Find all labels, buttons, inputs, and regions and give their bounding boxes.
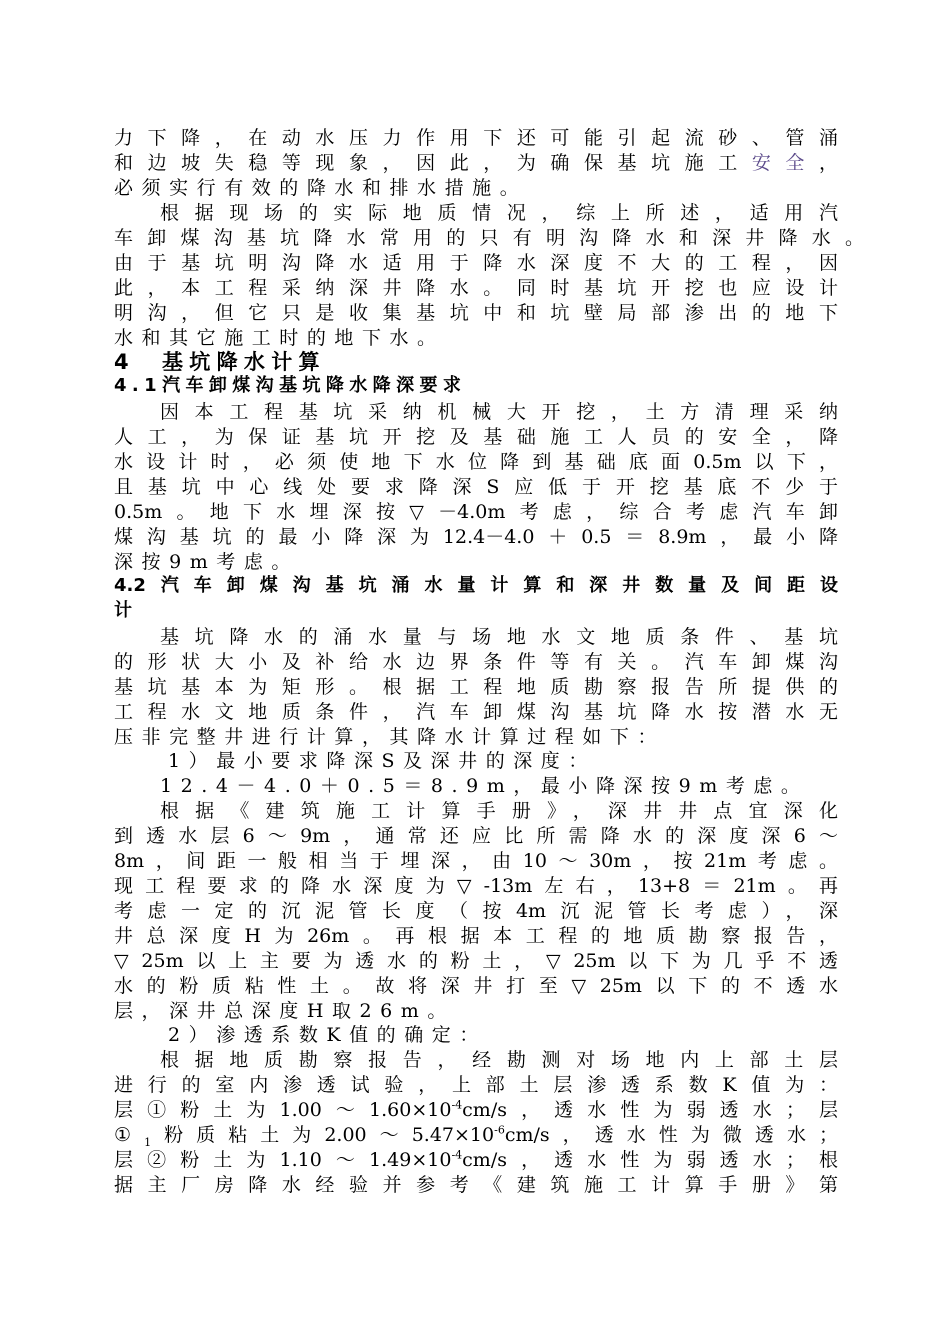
item2-heading: 2）渗透系数K值的确定： — [168, 1024, 487, 1046]
para3-line5: 0.5m。地下水埋深按▽－4.0m考虑，综合考虑汽车卸 — [114, 501, 838, 523]
para2-line6: 水和其它施工时的地下水。 — [114, 327, 445, 349]
para6-line3-a: 层①粉土为1.00～1.60×10 — [114, 1099, 452, 1121]
subsection-heading-4-2-line1: 4.2汽车卸煤沟基坑涌水量计算和深井数量及间距设 — [114, 575, 838, 596]
para3-line7: 深按9m考虑。 — [114, 551, 299, 573]
para1-line2-text: 和边坡失稳等现象，因此，为确保基坑施工 — [114, 152, 752, 174]
para6-line4-b: 粉质粘土为2.00～5.47×10 — [151, 1124, 495, 1146]
para6-line1: 根据地质勘察报告，经勘测对场地内上部土层 — [160, 1049, 838, 1071]
para4-line1: 基坑降水的涌水量与场地水文地质条件、基坑 — [160, 626, 838, 648]
para4-line5: 压非完整井进行计算，其降水计算过程如下： — [114, 726, 666, 748]
para1-line3: 必须实行有效的降水和排水措施。 — [114, 177, 528, 199]
para5-line6: 井总深度H为26m。再根据本工程的地质勘察报告， — [114, 925, 838, 947]
para6-line4 — [114, 1123, 838, 1147]
para1-line2-comma: ， — [818, 152, 838, 174]
section-heading-4 — [114, 349, 326, 375]
para6-line4-exponent: -6 — [494, 1123, 505, 1137]
item1-heading: 1）最小要求降深S及深井的深度： — [168, 750, 596, 772]
para1-line1: 力下降，在动水压力作用下还可能引起流砂、管涌 — [114, 127, 838, 149]
para2-line2: 车卸煤沟基坑降水常用的只有明沟降水和深井降水。 — [114, 227, 864, 249]
para5-line5: 考虑一定的沉泥管长度（按4m沉泥管长考虑），深 — [114, 900, 838, 922]
para6-line3 — [114, 1098, 838, 1122]
para3-line3: 水设计时，必须使地下水位降到基础底面0.5m以下， — [114, 451, 838, 473]
para4-line2: 的形状大小及补给水边界条件等有关。汽车卸煤沟 — [114, 651, 838, 673]
para4-line4: 工程水文地质条件，汽车卸煤沟基坑降水按潜水无 — [114, 701, 838, 723]
para6-line5-exponent: -4 — [451, 1148, 463, 1162]
para6-line2: 进行的室内渗透试验，上部土层渗透系数K值为： — [114, 1074, 838, 1096]
para6-line5 — [114, 1148, 838, 1172]
para5-line8: 水的粉质粘性土。故将深井打至▽25m以下的不透水 — [114, 975, 838, 997]
para5-line3: 8m，间距一般相当于埋深，由10～30m，按21m考虑。 — [114, 850, 838, 872]
para6-line6: 据主厂房降水经验并参考《建筑施工计算手册》第 — [114, 1174, 838, 1196]
para3-line1: 因本工程基坑采纳机械大开挖，土方清理采纳 — [160, 401, 838, 423]
section-title: 基坑降水计算 — [162, 350, 326, 374]
subsection-heading-4-1: 4.1汽车卸煤沟基坑降水降深要求 — [114, 375, 467, 396]
para5-line9: 层，深井总深度H取26m。 — [114, 1000, 455, 1022]
para1-line2 — [114, 151, 838, 175]
para6-line5-b: cm/s，透水性为弱透水；根 — [462, 1149, 838, 1171]
para3-line2: 人工，为保证基坑开挖及基础施工人员的安全，降 — [114, 426, 838, 448]
para5-line7: ▽25m以上主要为透水的粉土，▽25m以下为几乎不透 — [114, 950, 838, 972]
section-number: 4 — [114, 350, 129, 374]
para6-line3-b: cm/s，透水性为弱透水；层 — [462, 1099, 838, 1121]
para3-line6: 煤沟基坑的最小降深为12.4－4.0＋0.5＝8.9m，最小降 — [114, 526, 838, 548]
para2-line4: 此，本工程采纳深井降水。同时基坑开挖也应设计 — [114, 277, 838, 299]
subsection-heading-4-2-line2: 计 — [114, 600, 138, 621]
item1-calculation: 12.4－4.0＋0.5＝8.9m，最小降深按9m考虑。 — [160, 775, 809, 797]
para5-line4: 现工程要求的降水深度为▽-13m左右，13+8＝21m。再 — [114, 875, 838, 897]
para6-line5-a: 层②粉土为1.10～1.49×10 — [114, 1149, 452, 1171]
para2-line1: 根据现场的实际地质情况，综上所述，适用汽 — [160, 202, 838, 224]
para6-line4-a: ① — [114, 1124, 145, 1146]
para6-line4-subscript: 1 — [144, 1135, 152, 1149]
para5-line2: 到透水层6～9m，通常还应比所需降水的深度深6～ — [114, 825, 838, 847]
para2-line3: 由于基坑明沟降水适用于降水深度不大的工程，因 — [114, 252, 838, 274]
safety-link[interactable]: 安全 — [751, 152, 819, 174]
para2-line5: 明沟，但它只是收集基坑中和坑壁局部渗出的地下 — [114, 302, 838, 324]
para4-line3: 基坑基本为矩形。根据工程地质勘察报告所提供的 — [114, 676, 838, 698]
para5-line1: 根据《建筑施工计算手册》，深井井点宜深化 — [160, 800, 838, 822]
para6-line4-c: cm/s，透水性为微透水； — [504, 1124, 838, 1146]
para6-line3-exponent: -4 — [451, 1098, 463, 1112]
para3-line4: 且基坑中心线处要求降深S应低于开挖基底不少于 — [114, 476, 838, 498]
